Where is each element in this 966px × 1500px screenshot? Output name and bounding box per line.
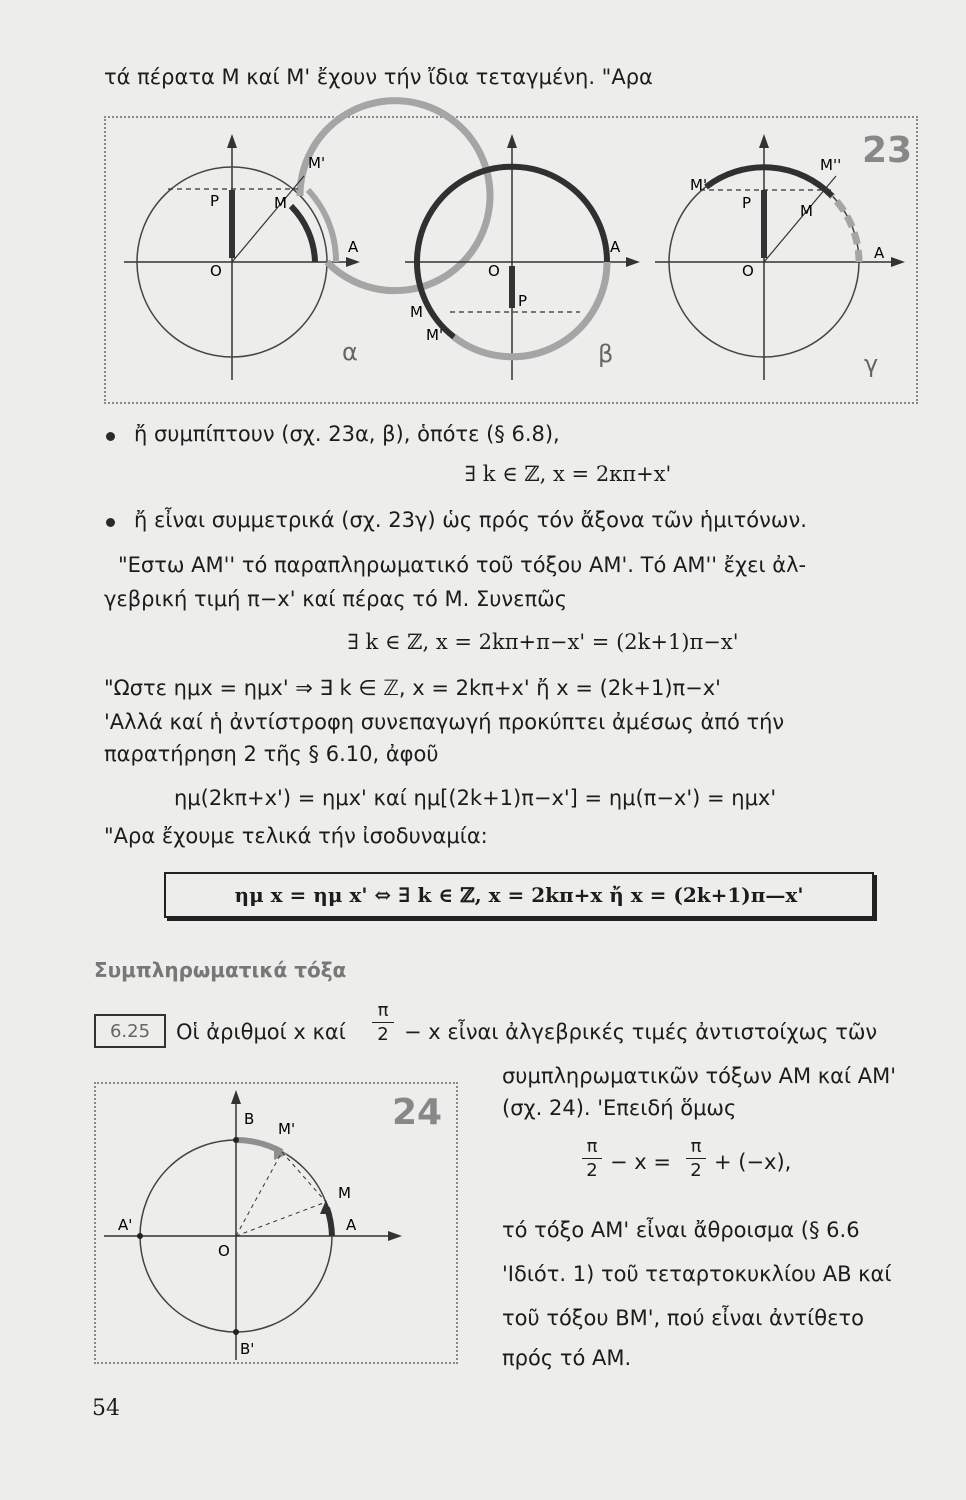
- y-axis-arrow-a: [227, 134, 237, 148]
- bullet-1-text: ἤ συμπίπτουν (σχ. 23α, β), ὁπότε (§ 6.8),: [134, 422, 560, 446]
- y-axis-arrow-24: [231, 1090, 241, 1104]
- eq-frac-2-num: π: [690, 1136, 702, 1157]
- eq-frac-2: [684, 1136, 708, 1181]
- chord-MMp: [282, 1152, 326, 1202]
- arc-c-dark: [706, 167, 832, 196]
- fraction-pi-over-2: [370, 1000, 396, 1045]
- text-line-s1a: Οἱ ἀριθμοί x καί: [176, 1020, 346, 1044]
- label-A-b: A: [610, 238, 621, 256]
- text-line-s7: πρός τό ΑΜ.: [502, 1346, 632, 1370]
- arc-a-inner: [291, 206, 315, 262]
- page-number: 54: [92, 1396, 120, 1421]
- eq-minus: − x =: [610, 1150, 671, 1174]
- point-Ap: [137, 1233, 143, 1239]
- text-line-p3: "Ωστε ημx = ημx' ⇒ ∃ k ∈ ℤ, x = 2kπ+x' ἤ x = (2k+1)π−x': [104, 676, 721, 700]
- label-M-a: M: [274, 194, 287, 212]
- x-axis-arrow-c: [891, 257, 905, 267]
- label-B-24: B: [244, 1110, 255, 1128]
- bullet-1: [106, 432, 115, 441]
- arc-b-gray: [454, 262, 607, 357]
- text-line-s5: 'Ιδιότ. 1) τοῦ τεταρτοκυκλίου ΑΒ καί: [502, 1262, 892, 1286]
- fraction-den: 2: [377, 1024, 389, 1045]
- text-line-s2: συμπληρωματικῶν τόξων ΑΜ καί ΑΜ': [502, 1064, 897, 1088]
- caption-c: γ: [864, 350, 879, 378]
- caption-b: β: [598, 340, 614, 368]
- label-O-c: O: [742, 262, 754, 280]
- eq-plus: + (−x),: [714, 1150, 792, 1174]
- formula-2: ∃ k ∈ ℤ, x = 2kπ+π−x' = (2k+1)π−x': [347, 630, 739, 654]
- figure-23c: [655, 134, 905, 380]
- label-M-24: M: [338, 1184, 351, 1202]
- x-axis-arrow-b: [626, 257, 640, 267]
- eq-frac-1-bar: [582, 1158, 602, 1159]
- arc-c-dashed: [832, 196, 859, 262]
- text-line-p2: γεβρική τιμή π−x' καί πέρας τό Μ. Συνεπῶς: [104, 587, 568, 611]
- label-A-c: A: [874, 244, 885, 262]
- label-P-a: P: [210, 192, 220, 210]
- bullet-2: [106, 518, 115, 527]
- label-Mpp-c: M'': [820, 156, 842, 174]
- eq-frac-2-den: 2: [690, 1160, 702, 1181]
- label-P-b: P: [518, 292, 528, 310]
- point-Bp: [233, 1329, 239, 1335]
- figure-23-number: 23: [862, 130, 913, 171]
- section-title: Συμπληρωματικά τόξα: [94, 958, 347, 982]
- figure-24-diagram: [0, 1060, 480, 1380]
- radius-OMp: [236, 1152, 282, 1236]
- text-line-p5: παρατήρηση 2 τῆς § 6.10, ἀφοῦ: [104, 742, 439, 766]
- label-Mp-c: M': [690, 176, 708, 194]
- text-line-s1b: − x εἶναι ἀλγεβρικές τιμές ἀντιστοίχως τῶν: [404, 1020, 878, 1044]
- point-B: [233, 1137, 239, 1143]
- eq-frac-1-num: π: [586, 1136, 598, 1157]
- fraction-bar: [372, 1022, 394, 1023]
- boxed-equivalence: ημ x = ημ x' ⇔ ∃ k ∈ ℤ, x = 2kπ+x ἤ x = (2k+1)π—x': [164, 872, 874, 918]
- label-O-a: O: [210, 262, 222, 280]
- label-O-24: O: [218, 1242, 230, 1260]
- eq-frac-1-den: 2: [586, 1160, 598, 1181]
- text-line-s6: τοῦ τόξου ΒΜ', πού εἶναι ἀντίθετο: [502, 1306, 864, 1330]
- figure-24-number: 24: [392, 1092, 443, 1133]
- formula-1: ∃ k ∈ ℤ, x = 2κπ+x': [464, 462, 672, 486]
- label-A-a: A: [348, 238, 359, 256]
- label-A-24: A: [346, 1216, 357, 1234]
- eq-frac-1: [580, 1136, 604, 1181]
- text-line-p1: "Εστω ΑΜ'' τό παραπληρωματικό τοῦ τόξου ΑΜ'. Τό ΑΜ'' ἔχει ἀλ-: [118, 553, 807, 577]
- caption-a: α: [342, 338, 358, 366]
- radius-OM: [236, 1202, 326, 1236]
- y-axis-arrow-c: [759, 134, 769, 148]
- label-M-c: M: [800, 202, 813, 220]
- bullet-2-text: ἤ εἶναι συμμετρικά (σχ. 23γ) ὡς πρός τόν ἄξονα τῶν ἡμιτόνων.: [134, 508, 807, 532]
- label-M-b: M: [410, 303, 423, 321]
- fraction-num: π: [377, 1000, 389, 1021]
- label-O-b: O: [488, 262, 500, 280]
- paragraph-number: 6.25: [94, 1014, 166, 1048]
- text-line-p6: "Αρα ἔχουμε τελικά τήν ἰσοδυναμία:: [104, 824, 488, 848]
- figure-23-diagram: [0, 0, 966, 420]
- formula-3: ημ(2kπ+x') = ημx' καί ημ[(2k+1)π−x'] = ημ(π−x') = ημx': [174, 786, 777, 810]
- label-Mp-a: M': [308, 154, 326, 172]
- label-Mp-b: M': [426, 326, 444, 344]
- label-Bp-24: B': [240, 1340, 255, 1358]
- eq-frac-2-bar: [686, 1158, 706, 1159]
- figure-23b: [405, 134, 640, 380]
- text-line-1: τά πέρατα Μ καί Μ' ἔχουν τήν ἴδια τεταγμένη. "Αρα: [104, 65, 653, 89]
- text-line-s4: τό τόξο ΑΜ' εἶναι ἄθροισμα (§ 6.6: [502, 1218, 860, 1242]
- x-axis-arrow-a: [346, 257, 360, 267]
- text-line-s3: (σχ. 24). 'Επειδή ὅμως: [502, 1096, 737, 1120]
- text-line-p4: 'Αλλά καί ἡ ἀντίστροφη συνεπαγωγή προκύπτει ἀμέσως ἀπό τήν: [104, 710, 785, 734]
- x-axis-arrow-24: [388, 1231, 402, 1241]
- label-P-c: P: [742, 194, 752, 212]
- y-axis-arrow-b: [507, 134, 517, 148]
- label-Ap-24: A': [118, 1216, 133, 1234]
- label-Mp-24: M': [278, 1120, 296, 1138]
